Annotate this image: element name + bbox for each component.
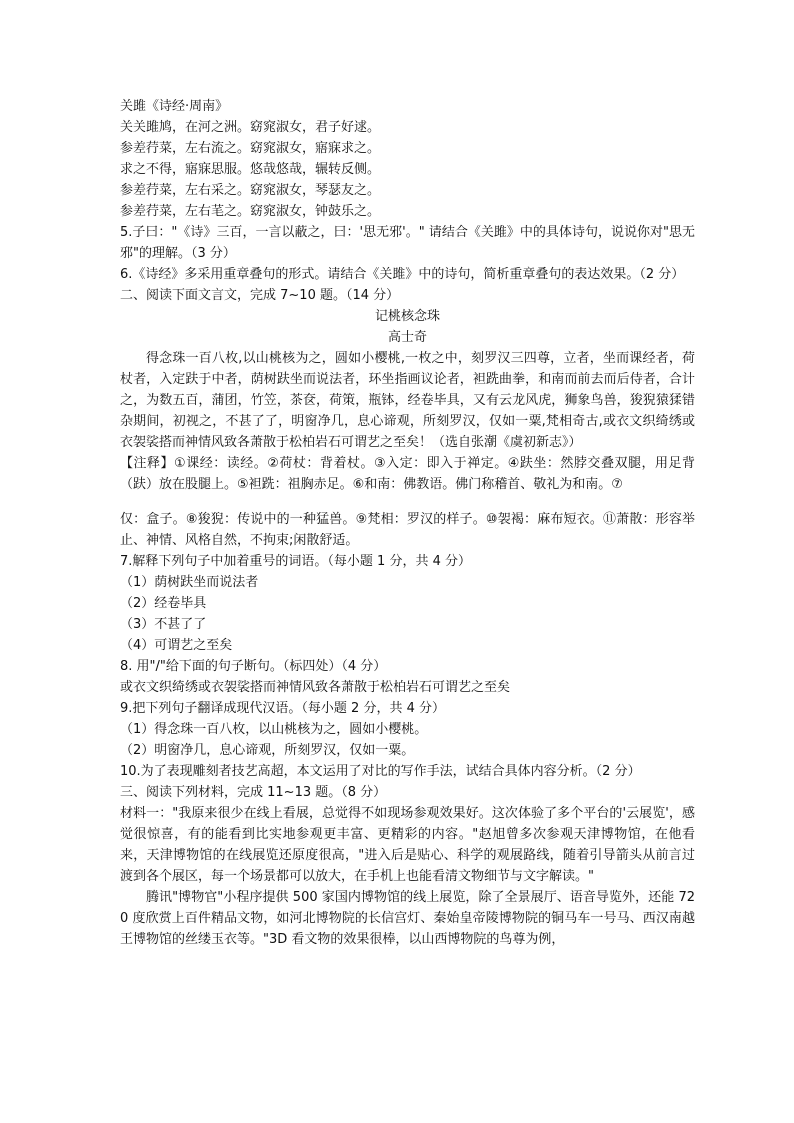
section-3-heading: 三、阅读下列材料，完成 11~13 题。（8 分） (120, 785, 387, 800)
section-2-heading: 二、阅读下面文言文，完成 7~10 题。（14 分） (120, 288, 400, 303)
material-1: 材料一："我原来很少在线上看展，总觉得不如现场参观效果好。这次体验了多个平台的'云展览'，感觉很惊喜，有的能看到比实地参观更丰富、更精彩的内容。"赵旭曾多次参观天津博物馆，在他看来，天津博物馆的在线展览还原度很高，"进入后是贴心、科学的观展路线，随着引导箭头从前言过渡到各个展区，每一个场景都可以放大，在手机上也能看清文物细节与文字解读。" (120, 806, 695, 884)
question-7-item: （3）不甚了了 (120, 617, 207, 632)
poem-line: 关关雎鸠，在河之洲。窈窕淑女，君子好逑。 (120, 120, 381, 135)
material-1-cont: 腾讯"博物官"小程序提供 500 家国内博物馆的线上展览，除了全景展厅、语音导览外，还能 720 度欣赏上百件精品文物，如河北博物院的长信宫灯、秦始皇帝陵博物院的铜马车一号马、西汉南越王博物馆的丝缕玉衣等。"3D 看文物的效果很棒，以山西博物院的鸟尊为例， (120, 890, 695, 947)
question-7-item: （2）经卷毕具 (120, 596, 207, 611)
annotation-notes: 【注释】①课经：读经。②荷杖：背着杖。③入定：即入于禅定。④趺坐：然脖交叠双腿，用足背（趺）放在股腿上。⑤袒跣：祖胸赤足。⑥和南：佛教语。佛门称稽首、敬礼为和南。⑦ (120, 456, 695, 492)
question-9-item: （1）得念珠一百八枚，以山桃核为之，圆如小樱桃。 (120, 722, 428, 737)
question-9-item: （2）明窗净几，息心谛观，所刻罗汉，仅如一粟。 (120, 743, 415, 758)
poem-line: 求之不得，寤寐思服。悠哉悠哉，辗转反侧。 (120, 162, 381, 177)
poem-line: 参差荇菜，左右采之。窈窕淑女，琴瑟友之。 (120, 183, 381, 198)
question-6: 6.《诗经》多采用重章叠句的形式。请结合《关雎》中的诗句，简析重章叠句的表达效果。（2 分） (120, 267, 685, 282)
question-10: 10.为了表现雕刻者技艺高超，本文运用了对比的写作手法，试结合具体内容分析。（2 分） (120, 764, 641, 779)
article-author: 高士奇 (387, 330, 427, 345)
spacer (120, 495, 695, 509)
question-5: 5.子曰："《诗》三百，一言以蔽之，曰：'思无邪'。" 请结合《关雎》中的具体诗句，说说你对"思无邪"的理解。（3 分） (120, 225, 695, 261)
poem-line: 参差荇菜，左右芼之。窈窕淑女，钟鼓乐之。 (120, 204, 381, 219)
exam-page (120, 96, 695, 950)
poem-title: 关雎《诗经·周南》 (120, 99, 229, 114)
question-8-sentence: 或衣文织绮绣或衣袈裟搭而神情风致各萧散于松柏岩石可谓艺之至矣 (120, 680, 511, 695)
poem-line: 参差荇菜，左右流之。窈窕淑女，寤寐求之。 (120, 141, 381, 156)
question-9: 9.把下列句子翻译成现代汉语。（每小题 2 分，共 4 分） (120, 701, 445, 716)
annotation-notes-cont: 仅：盒子。⑧狻猊：传说中的一种猛兽。⑨梵相：罗汉的样子。⑩袈褐：麻布短衣。⑪萧散：形容举止、神情、风格自然，不拘束;闲散舒适。 (120, 512, 695, 548)
article-title: 记桃核念珠 (374, 309, 440, 324)
question-8: 8. 用"/"给下面的句子断句。（标四处）（4 分） (120, 659, 387, 674)
question-7-item: （1）荫树趺坐而说法者 (120, 575, 259, 590)
article-body: 得念珠一百八枚,以山桃核为之，圆如小樱桃,一枚之中，刻罗汉三四尊，立者，坐而课经者，荷杖者，入定趺于中者，荫树趺坐而说法者，环坐指画议论者，袒跣曲拳，和南而前去而后侍者，合计之，为数五百，蒲团，竹笠，茶奁，荷策，瓶钵，经卷毕具，又有云龙风虎，狮象鸟兽，狻猊猿猱错杂期间，初视之，不甚了了，明窗净几，息心谛观，所刻罗汉，仅如一粟,梵相奇古,或衣文织绮绣或衣袈裟搭而神情风致各萧散于松柏岩石可谓艺之至矣！（选自张潮《虞初新志》） (120, 351, 695, 450)
question-7-item: （4）可谓艺之至矣 (120, 638, 233, 653)
question-7: 7.解释下列句子中加着重号的词语。（每小题 1 分，共 4 分） (120, 554, 471, 569)
